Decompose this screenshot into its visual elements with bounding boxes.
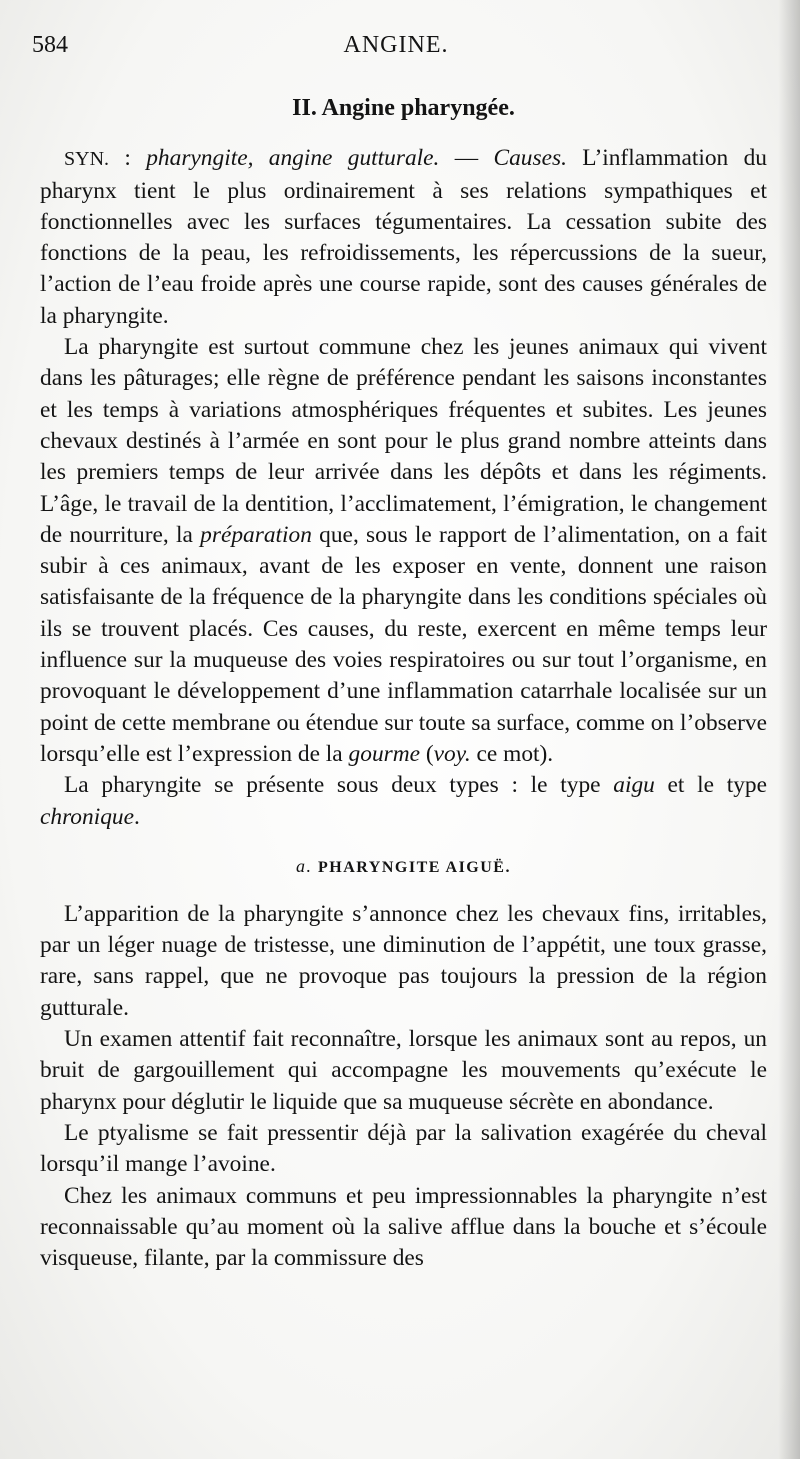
- body-text: [40, 93, 767, 1274]
- emphasis-voy: voy.: [433, 740, 471, 767]
- paragraph-examination: Un examen attentif fait reconnaître, lorsque les animaux sont au repos, un bruit de gargouillement qui accompagne les mouvements qu’exécute le pharynx pour déglutir le liquide que sa muqueuse sécrète en abondance.: [40, 1026, 767, 1115]
- paragraph-onset: L’apparition de la pharyngite s’annonce chez les chevaux fins, irritables, par un léger nuage de tristesse, une diminution de l’appétit, une toux grasse, rare, sans rappel, que ne provoque pas toujours la pression de la région gutturale.: [40, 900, 767, 1021]
- emphasis-preparation: préparation: [200, 521, 312, 548]
- paragraph-text: (: [420, 740, 434, 767]
- paragraph-text: et le type: [654, 772, 767, 799]
- page-number: 584: [32, 32, 68, 58]
- paragraph-text: L’inflammation du pharynx tient le plus ordinairement à ses relations sympathiques et fonctionnelles avec les surfaces tégumentaires. La cessation subite des fonctions de la peau, les refroidissements, les répercussions de la sueur, l’action de l’eau froide après une course rapide, sont des causes générales de la pharyngite.: [40, 145, 768, 329]
- running-title: ANGINE.: [343, 32, 449, 58]
- emphasis-aigu: aigu: [613, 772, 655, 799]
- paragraph-causes: [40, 143, 767, 332]
- dash: —: [439, 145, 494, 172]
- running-head: [32, 32, 760, 62]
- emphasis-gourme: gourme: [348, 740, 421, 767]
- subsection-letter: a.: [296, 855, 313, 876]
- paragraph-types: [40, 770, 767, 833]
- syn-colon: :: [109, 145, 147, 172]
- paragraph-common-animals: Chez les animaux communs et peu impressionnables la pharyngite n’est reconnaissable qu’au moment où la salive afflue dans la bouche et s’écoule visqueuse, filante, par la commissure des: [40, 1182, 767, 1272]
- paragraph-text: .: [133, 803, 140, 830]
- paragraph-text: La pharyngite est surtout commune chez les jeunes animaux qui vivent dans les pâturages; elle règne de préférence pendant les saisons inconstantes et les temps à variations atmosphériques fréquentes et subites. Les jeunes chevaux destinés à l’armée en sont pour le plus grand nombre atteints dans les premiers temps de leur arrivée dans les dépôts et dans les régiments. L’âge, le travail de la dentition, l’acclimatement, l’émigration, le changement de nourriture, la: [40, 334, 767, 548]
- subsection-title: [40, 855, 767, 879]
- emphasis-chronique: chronique: [40, 803, 134, 830]
- subsection-heading: PHARYNGITE AIGUË.: [318, 858, 511, 876]
- paragraph-text: que, sous le rapport de l’alimentation, on a fait subir à ces animaux, avant de les exposer en vente, donnent une raison satisfaisante de la fréquence de la pharyngite dans les conditions spéciales où ils se trouvent placés. Ces causes, du reste, exercent en même temps leur influence sur la muqueuse des voies respiratoires ou sur tout l’organisme, en provoquant le développement d’une inflammation catarrhale localisée sur un point de cette membrane ou étendue sur toute sa surface, comme on l’observe lorsqu’elle est l’expression de la: [40, 521, 767, 767]
- page-edge-shadow: [778, 0, 800, 1459]
- paragraph-text: La pharyngite se présente sous deux types : le type: [64, 772, 614, 799]
- paragraph-young-animals: [40, 332, 767, 770]
- synonym-terms: pharyngite, angine gutturale.: [146, 145, 440, 172]
- causes-label: Causes.: [493, 145, 567, 172]
- section-title: II. Angine pharyngée.: [292, 95, 515, 121]
- paragraph-text: ce mot).: [470, 740, 554, 767]
- paragraph-ptyalism: Le ptyalisme se fait pressentir déjà par la salivation exagérée du cheval lorsqu’il mange l’avoine.: [40, 1119, 767, 1178]
- syn-label: SYN.: [64, 148, 110, 171]
